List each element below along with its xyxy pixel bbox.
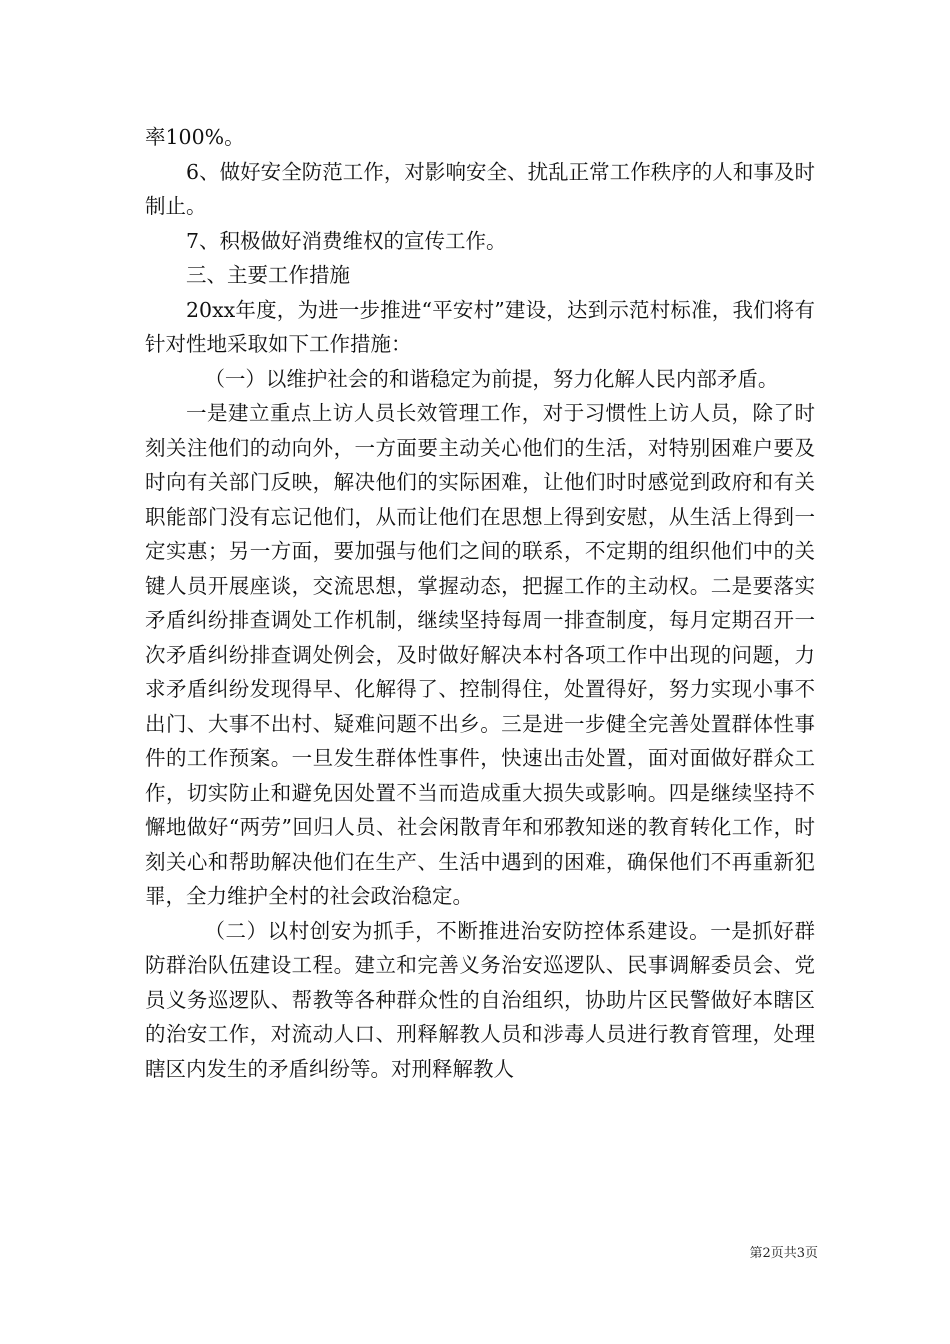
paragraph-intro: 20xx年度，为进一步推进“平安村”建设，达到示范村标准，我们将有针对性地采取如下工作措施：	[145, 297, 815, 356]
paragraph-item-7: 7、积极做好消费维权的宣传工作。	[186, 228, 507, 253]
subsection-heading-1: （一）以维护社会的和谐稳定为前提，努力化解人民内部矛盾。	[204, 366, 779, 391]
document-body	[145, 120, 815, 1086]
page-number: 第2页共3页	[749, 1246, 818, 1261]
section-heading-measures: 三、主要工作措施	[186, 263, 350, 287]
paragraph-continuation: 率100%。	[145, 125, 245, 149]
paragraph-body-2: （二）以村创安为抓手，不断推进治安防控体系建设。一是抓好群防群治队伍建设工程。建立和完善义务治安巡逻队、民事调解委员会、党员义务巡逻队、帮教等各种群众性的自治组织，协助片区民警做好本瞎区的治安工作，对流动人口、刑释解教人员和涉毒人员进行教育管理，处理瞎区内发生的矛盾纠纷等。对刑释解教人	[145, 918, 815, 1081]
paragraph-item-6: 6、做好安全防范工作，对影响安全、扰乱正常工作秩序的人和事及时制止。	[145, 159, 815, 218]
paragraph-body-1: 一是建立重点上访人员长效管理工作，对于习惯性上访人员，除了时刻关注他们的动向外，一方面要主动关心他们的生活，对特别困难户要及时向有关部门反映，解决他们的实际困难，让他们时时感觉到政府和有关职能部门没有忘记他们，从而让他们在思想上得到安慰，从生活上得到一定实惠；另一方面，要加强与他们之间的联系，不定期的组织他们中的关键人员开展座谈，交流思想，掌握动态，把握工作的主动权。二是要落实矛盾纠纷排查调处工作机制，继续坚持每周一排查制度，每月定期召开一次矛盾纠纷排查调处例会，及时做好解决本村各项工作中出现的问题，力求矛盾纠纷发现得早、化解得了、控制得住，处置得好，努力实现小事不出门、大事不出村、疑难问题不出乡。三是进一步健全完善处置群体性事件的工作预案。一旦发生群体性事件，快速出击处置，面对面做好群众工作，切实防止和避免因处置不当而造成重大损失或影响。四是继续坚持不懈地做好“两劳”回归人员、社会闲散青年和邪教知迷的教育转化工作，时刻关心和帮助解决他们在生产、生活中遇到的困难，确保他们不再重新犯罪，全力维护全村的社会政治稳定。	[145, 401, 815, 908]
